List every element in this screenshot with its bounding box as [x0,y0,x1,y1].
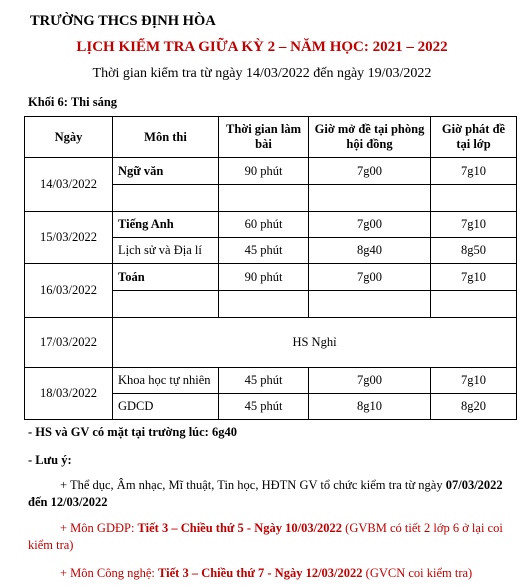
note-gddp-time: Tiết 3 – Chiều thứ 5 - Ngày 10/03/2022 [137,521,343,535]
header-duration: Thời gian làm bài [219,117,309,158]
date-cell: 15/03/2022 [25,212,113,264]
arrival-note: - HS và GV có mặt tại trường lúc: 6g40 [28,425,237,439]
subject-cell: GDCD [113,394,219,420]
note-gddp-detail: (GVBM có tiết 2 lớp 6 ở lại coi kiểm tra) [28,521,503,552]
date-cell: 17/03/2022 [25,318,113,368]
subject-cell: Tiếng Anh [113,212,219,238]
subject-cell: Toán [113,264,219,291]
deliver-time-cell: 7g10 [431,158,517,185]
day-off-cell: HS Nghỉ [113,318,517,368]
duration-cell: 90 phút [219,264,309,291]
note-pe-arts-dates: 07/03/2022 đến 12/03/2022 [28,478,503,509]
grade-label: Khối 6: Thi sáng [28,95,118,109]
open-time-cell [309,291,431,318]
table-row [25,158,517,185]
note-technology [28,565,518,582]
note-pe-arts-text: + Thể dục, Âm nhạc, Mĩ thuật, Tin học, HĐTN GV tổ chức kiểm tra từ ngày [60,478,446,492]
table-header-row [25,117,517,158]
subject-cell: Ngữ văn [113,158,219,185]
deliver-time-cell: 8g50 [431,238,517,264]
duration-cell: 60 phút [219,212,309,238]
exam-period: Thời gian kiểm tra từ ngày 14/03/2022 đến ngày 19/03/2022 [92,66,432,81]
duration-cell: 90 phút [219,158,309,185]
open-time-cell: 8g10 [309,394,431,420]
subject-cell [113,185,219,212]
header-open-time: Giờ mở đề tại phòng hội đồng [309,117,431,158]
duration-cell [219,185,309,212]
deliver-time-cell [431,185,517,212]
open-time-cell: 8g40 [309,238,431,264]
deliver-time-cell: 7g10 [431,212,517,238]
note-gddp-label: + Môn GDĐP: [60,521,138,535]
open-time-cell: 7g00 [309,212,431,238]
subject-cell [113,291,219,318]
exam-schedule-table [24,116,517,420]
table-row [25,318,517,368]
document-title: LỊCH KIỂM TRA GIỮA KỲ 2 – NĂM HỌC: 2021 – 2022 [76,39,448,55]
deliver-time-cell: 7g10 [431,368,517,394]
note-technology-time: Tiết 3 – Chiều thứ 7 - Ngày 12/03/2022 [158,566,363,580]
duration-cell: 45 phút [219,238,309,264]
deliver-time-cell: 8g20 [431,394,517,420]
date-cell: 14/03/2022 [25,158,113,212]
duration-cell: 45 phút [219,394,309,420]
open-time-cell [309,185,431,212]
duration-cell [219,291,309,318]
note-technology-label: + Môn Công nghệ: [60,566,159,580]
open-time-cell: 7g00 [309,158,431,185]
note-pe-arts [28,477,518,511]
header-subject: Môn thi [113,117,219,158]
note-technology-detail: (GVCN coi kiểm tra) [362,566,473,580]
note-gddp [28,520,518,554]
table-row [25,368,517,394]
deliver-time-cell: 7g10 [431,264,517,291]
subject-cell: Khoa học tự nhiên [113,368,219,394]
table-row [25,264,517,291]
header-date: Ngày [25,117,113,158]
duration-cell: 45 phút [219,368,309,394]
note-label: - Lưu ý: [28,453,72,467]
school-name: TRƯỜNG THCS ĐỊNH HÒA [30,13,216,29]
header-deliver-time: Giờ phát đề tại lớp [431,117,517,158]
date-cell: 16/03/2022 [25,264,113,318]
deliver-time-cell [431,291,517,318]
date-cell: 18/03/2022 [25,368,113,420]
subject-cell: Lịch sử và Địa lí [113,238,219,264]
open-time-cell: 7g00 [309,264,431,291]
open-time-cell: 7g00 [309,368,431,394]
table-row [25,212,517,238]
